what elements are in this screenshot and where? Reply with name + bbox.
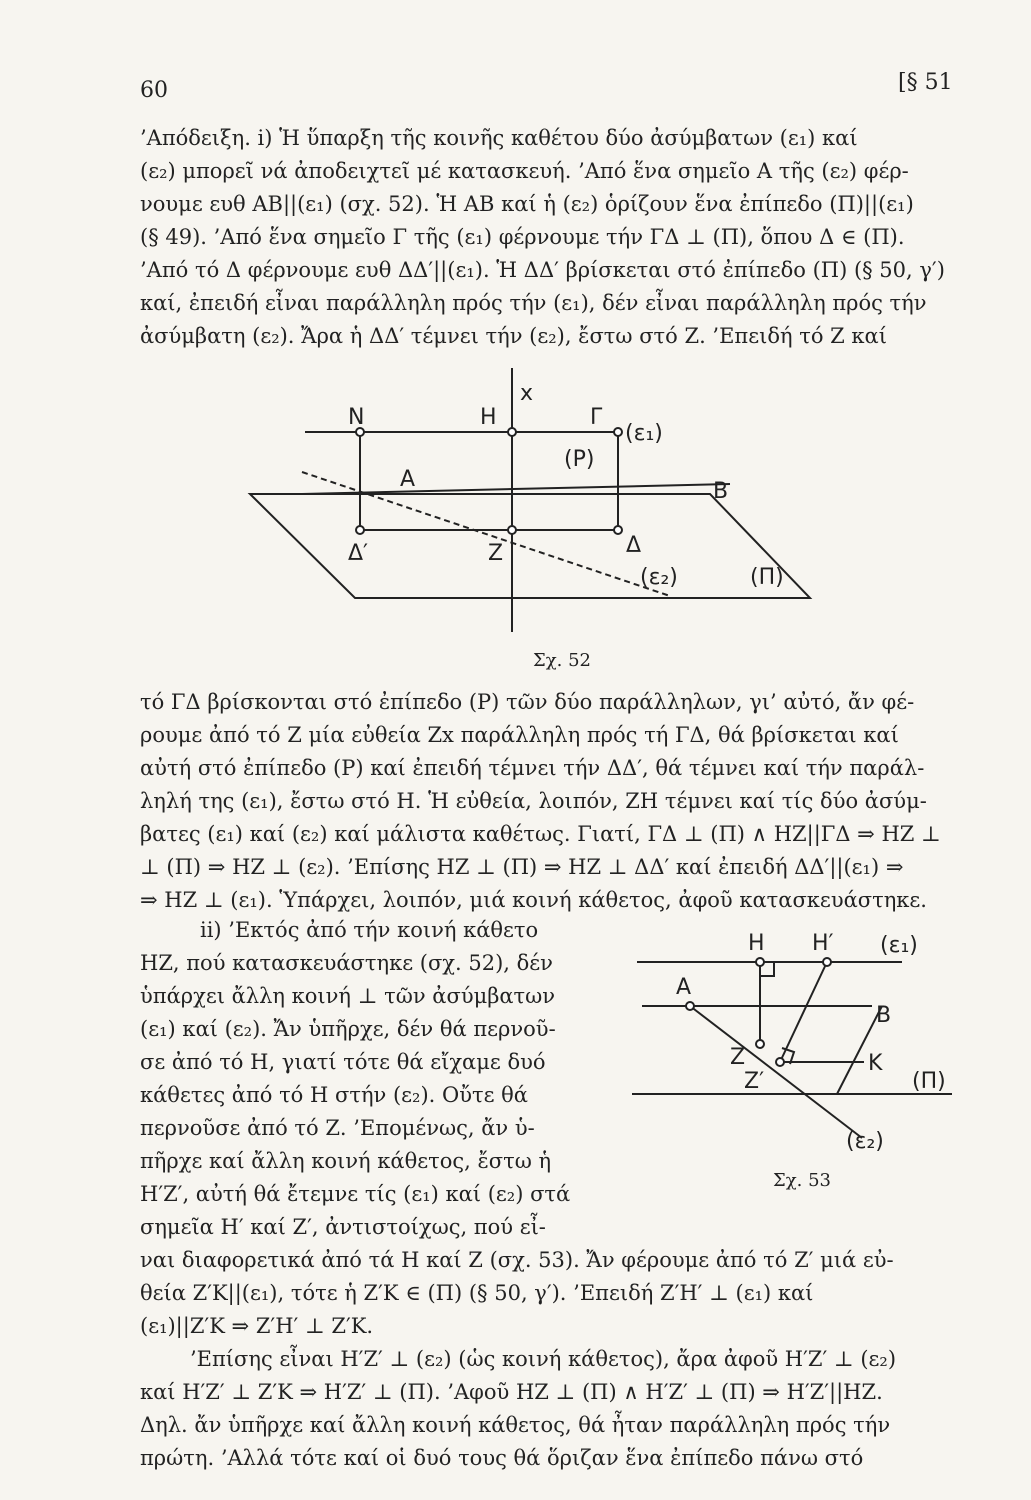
- line-ab: [302, 484, 730, 494]
- label-b: B: [713, 479, 729, 504]
- figure-53-caption: Σχ. 53: [773, 1170, 831, 1191]
- text-line: ρουμε ἀπό τό Ζ μία εὐθεία Ζx παράλληλη πρός τή ΓΔ, θά βρίσκεται καί: [140, 723, 899, 747]
- point-h: [508, 428, 516, 436]
- point-g: [614, 428, 622, 436]
- text-line: σημεῖα Η′ καί Ζ′, ἀντιστοίχως, πού εἶ-: [140, 1215, 546, 1239]
- text-line: (ε₁)||Ζ′Κ ⇒ Ζ′Η′ ⊥ Ζ′Κ.: [140, 1314, 374, 1338]
- text-line: ἀσύμβατη (ε₂). Ἄρα ἡ ΔΔ′ τέμνει τήν (ε₂), ἔστω στό Ζ. ’Επειδή τό Ζ καί: [140, 324, 887, 348]
- label-z1: Z′: [744, 1069, 765, 1094]
- text-line: ναι διαφορετικά ἀπό τά Η καί Ζ (σχ. 53). Ἄν φέρουμε ἀπό τό Ζ′ μιά εὐ-: [140, 1248, 894, 1272]
- text-line: (ε₁) καί (ε₂). Ἄν ὑπῆρχε, δέν θά περνοῦ-: [140, 1017, 556, 1041]
- point-h1: [823, 958, 831, 966]
- label-d1: Δ′: [348, 541, 369, 566]
- label-h: H: [748, 931, 765, 956]
- text-line: πρώτη. ’Αλλά τότε καί οἱ δυό τους θά ὅριζαν ἕνα ἐπίπεδο πάνω στό: [140, 1446, 864, 1470]
- point-a: [686, 1002, 694, 1010]
- point-z: [508, 526, 516, 534]
- text-line: (§ 49). ’Από ἕνα σημεῖο Γ τῆς (ε₁) φέρνουμε τήν ΓΔ ⊥ (Π), ὅπου Δ ∈ (Π).: [140, 225, 905, 249]
- text-line: ληλή της (ε₁), ἔστω στό Η. Ἡ εὐθεία, λοιπόν, ΖΗ τέμνει καί τίς δύο ἀσύμ-: [140, 789, 927, 813]
- label-z: Z: [488, 541, 504, 566]
- line-h1z1: [780, 962, 827, 1062]
- text-line: ’Απόδειξη. i) Ἡ ὕπαρξη τῆς κοινῆς καθέτου δύο ἀσύμβατων (ε₁) καί: [140, 126, 858, 150]
- label-g: Γ: [590, 405, 603, 430]
- section-reference: [§ 51: [898, 70, 953, 95]
- label-x: x: [520, 381, 534, 406]
- text-line: ΗΖ, πού κατασκευάστηκε (σχ. 52), δέν: [140, 951, 553, 975]
- label-pi: (Π): [750, 565, 784, 590]
- text-line: ’Από τό Δ φέρνουμε ευθ ΔΔ′||(ε₁). Ἡ ΔΔ′ βρίσκεται στό ἐπίπεδο (Π) (§ 50, γ′): [140, 258, 945, 282]
- line-e2: [690, 1006, 862, 1138]
- label-e1: (ε₁): [880, 933, 918, 958]
- text-line: ὑπάρχει ἄλλη κοινή ⊥ τῶν ἀσύμβατων: [140, 984, 556, 1008]
- text-line: καί Η′Ζ′ ⊥ Ζ′Κ ⇒ Η′Ζ′ ⊥ (Π). ’Αφοῦ ΗΖ ⊥ (Π) ∧ Η′Ζ′ ⊥ (Π) ⇒ Η′Ζ′||ΗΖ.: [140, 1380, 883, 1404]
- label-n: N: [348, 405, 365, 430]
- text-line: καί, ἐπειδή εἶναι παράλληλη πρός τήν (ε₁), δέν εἶναι παράλληλη πρός τήν: [140, 291, 927, 315]
- text-line: τό ΓΔ βρίσκονται στό ἐπίπεδο (Ρ) τῶν δύο παράλληλων, γι’ αὐτό, ἄν φέ-: [140, 690, 915, 714]
- text-line: ⊥ (Π) ⇒ ΗΖ ⊥ (ε₂). ’Επίσης ΗΖ ⊥ (Π) ⇒ ΗΖ ⊥ ΔΔ′ καί ἐπειδή ΔΔ′||(ε₁) ⇒: [140, 855, 904, 879]
- bottom-paragraph: [140, 1244, 960, 1475]
- label-p: (P): [564, 447, 595, 472]
- text-line: βατες (ε₁) καί (ε₂) καί μάλιστα καθέτως. Γιατί, ΓΔ ⊥ (Π) ∧ ΗΖ||ΓΔ ⇒ ΗΖ ⊥: [140, 822, 941, 846]
- figure-53: [632, 922, 972, 1162]
- label-h: H: [480, 405, 497, 430]
- point-z: [756, 1040, 764, 1048]
- label-z: Z: [730, 1045, 746, 1070]
- text-line: Δηλ. ἄν ὑπῆρχε καί ἄλλη κοινή κάθετος, θά ἦταν παράλληλη πρός τήν: [140, 1413, 891, 1437]
- plane-pi: [250, 494, 810, 598]
- text-line: πῆρχε καί ἄλλη κοινή κάθετος, ἔστω ἡ: [140, 1149, 552, 1173]
- text-line: ⇒ ΗΖ ⊥ (ε₁). Ὑπάρχει, λοιπόν, μιά κοινή κάθετος, ἀφοῦ κατασκευάστηκε.: [140, 888, 927, 912]
- label-h1: H′: [812, 931, 834, 956]
- text-line: σε ἀπό τό Η, γιατί τότε θά εἴχαμε δυό: [140, 1050, 546, 1074]
- text-line: ii) ’Εκτός ἀπό τήν κοινή κάθετο: [200, 918, 539, 942]
- point-h: [756, 958, 764, 966]
- label-e2: (ε₂): [846, 1129, 884, 1154]
- label-a: A: [676, 975, 692, 1000]
- figure-52-caption: Σχ. 52: [533, 650, 591, 671]
- text-line: θεία Ζ′Κ||(ε₁), τότε ἡ Ζ′Κ ∈ (Π) (§ 50, γ′). ’Επειδή Ζ′Η′ ⊥ (ε₁) καί: [140, 1281, 814, 1305]
- middle-paragraph: [140, 686, 960, 917]
- label-e1: (ε₁): [625, 421, 663, 446]
- page-number: 60: [140, 78, 168, 103]
- figure-52: [230, 362, 830, 642]
- proof-paragraph: [140, 122, 960, 353]
- text-line: Η′Ζ′, αὐτή θά ἔτεμνε τίς (ε₁) καί (ε₂) στά: [140, 1182, 571, 1206]
- text-line: κάθετες ἀπό τό Η στήν (ε₂). Οὔτε θά: [140, 1083, 528, 1107]
- label-e2: (ε₂): [640, 565, 678, 590]
- text-line: (ε₂) μπορεῖ νά ἀποδειχτεῖ μέ κατασκευή. ’Από ἕνα σημεῖο Α τῆς (ε₂) φέρ-: [140, 159, 909, 183]
- label-d: Δ: [626, 533, 642, 558]
- point-d1: [356, 526, 364, 534]
- label-pi: (Π): [912, 1069, 946, 1094]
- text-line: νουμε ευθ ΑΒ||(ε₁) (σχ. 52). Ἡ ΑΒ καί ἡ (ε₂) ὁρίζουν ἕνα ἐπίπεδο (Π)||(ε₁): [140, 192, 914, 216]
- label-a: A: [400, 467, 416, 492]
- text-line: αὐτή στό ἐπίπεδο (Ρ) καί ἐπειδή τέμνει τήν ΔΔ′, θά τέμνει καί τήν παράλ-: [140, 756, 925, 780]
- narrow-paragraph: [140, 914, 610, 1244]
- point-z1: [776, 1058, 784, 1066]
- point-d: [614, 526, 622, 534]
- text-line: ’Επίσης εἶναι Η′Ζ′ ⊥ (ε₂) (ὡς κοινή κάθετος), ἄρα ἀφοῦ Η′Ζ′ ⊥ (ε₂): [190, 1347, 897, 1371]
- label-b: B: [876, 1003, 892, 1028]
- label-k: K: [868, 1051, 883, 1076]
- text-line: περνοῦσε ἀπό τό Ζ. ’Επομένως, ἄν ὑ-: [140, 1116, 535, 1140]
